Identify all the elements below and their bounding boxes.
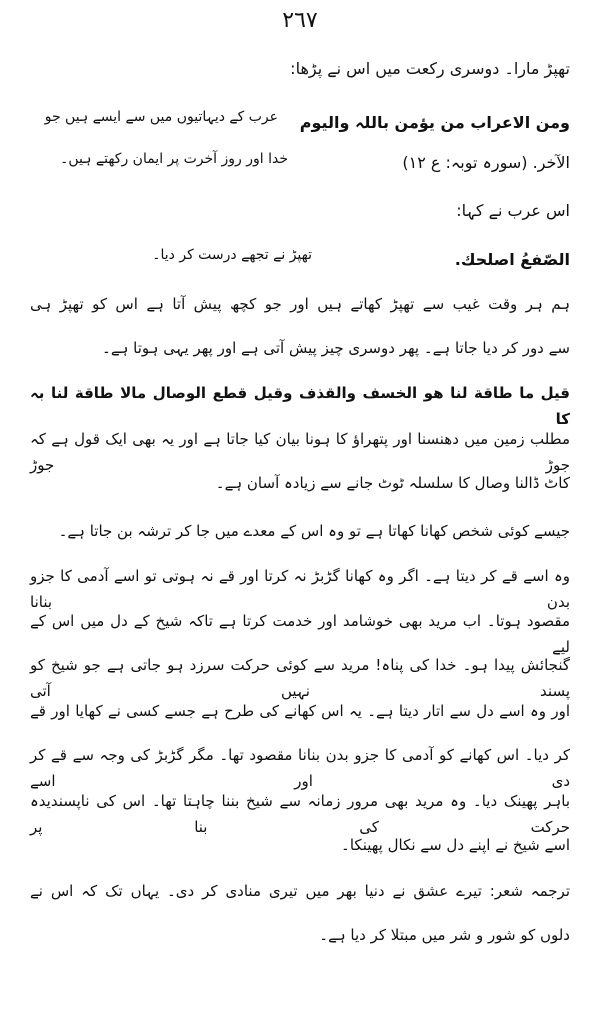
text-line-7: سے دور کر دیا جاتا ہے۔ پھر دوسری چیز پیش آتی ہے اور پھر یہی ہوتا ہے۔ [102,339,570,357]
text-line-12: وہ اسے قے کر دیتا ہے۔ اگر وہ کھانا گڑبڑ نہ کرتا اور قے نہ ہوتی تو اسے آدمی کا جزو بدن بنانا [30,567,570,611]
page-number: ۲٦٧ [282,8,318,33]
text-line-11: جیسے کوئی شخص کھانا کھاتا ہے تو وہ اس کے معدے میں جا کر ترشہ بن جاتا ہے۔ [58,522,570,540]
text-line-4: اس عرب نے کہا: [456,201,570,220]
arabic-quote-line: قیل ما طاقة لنا ھو الخسف والقذف وقیل قطع الوصال مالا طاقة لنا بہ کا [30,384,570,428]
gloss-line-1: عرب کے دیہاتیوں میں سے ایسے ہیں جو [44,109,278,125]
arabic-phrase-line: الصّفعُ اصلحك. [454,250,570,269]
text-line-3: الآخر. (سورہ توبہ: ع ۱۲) [402,153,570,172]
text-line-14: گنجائش پیدا ہو۔ خدا کی پناہ! مرید سے کوئی حرکت سرزد ہو جاتی ہے جو شیخ کو پسند نہیں آتی [30,656,570,700]
text-line-10: کاٹ ڈالنا وصال کا سلسلہ ٹوٹ جانے سے زیادہ آسان ہے۔ [215,474,570,492]
text-line-6: ہم ہر وقت غیب سے تھپڑ کھاتے ہیں اور جو کچھ پیش آتا ہے اس کو تھپڑ ہی [30,295,570,313]
text-line-1: تھپڑ مارا۔ دوسری رکعت میں اس نے پڑھا: [290,59,570,78]
text-line-17: باہر پھینک دیا۔ وہ مرید بھی مرور زمانہ سے شیخ بننا چاہتا تھا۔ اس کی ناپسندیدہ حرکت کی بنا پر [30,792,570,836]
gloss-line-2: خدا اور روز آخرت پر ایمان رکھتے ہیں۔ [60,151,288,167]
text-line-13: مقصود ہوتا۔ اب مرید بھی خوشامد اور خدمت کرتا ہے تاکہ شیخ کے دل میں اس کے لیے [30,612,570,656]
text-line-15: اور وہ اسے دل سے اتار دیتا ہے۔ یہ اس کھانے کی طرح ہے جسے کسی نے کھایا اور قے [30,702,570,720]
text-line-18: اسے شیخ نے اپنے دل سے نکال پھینکا۔ [341,836,570,854]
text-line-19: ترجمہ شعر: تیرے عشق نے دنیا بھر میں تیری منادی کر دی۔ یہاں تک کہ اس نے [30,882,570,900]
arabic-verse-line-1: ومن الاعراب من یؤمن باللہ والیوم [299,113,570,132]
text-line-20: دلوں کو شور و شر میں مبتلا کر دیا ہے۔ [319,926,570,944]
gloss-line-3: تھپڑ نے تجھے درست کر دیا۔ [152,247,312,263]
text-line-9: مطلب زمین میں دھنسنا اور پتھراؤ کا ہونا بیان کیا جاتا ہے اور یہ بھی ایک قول ہے کہ جوڑ جوڑ [30,430,570,474]
text-line-16: کر دیا۔ اس کھانے کو آدمی کا جزو بدن بنانا مقصود تھا۔ مگر گڑبڑ کی وجہ سے قے کر دی اور اسے [30,746,570,790]
